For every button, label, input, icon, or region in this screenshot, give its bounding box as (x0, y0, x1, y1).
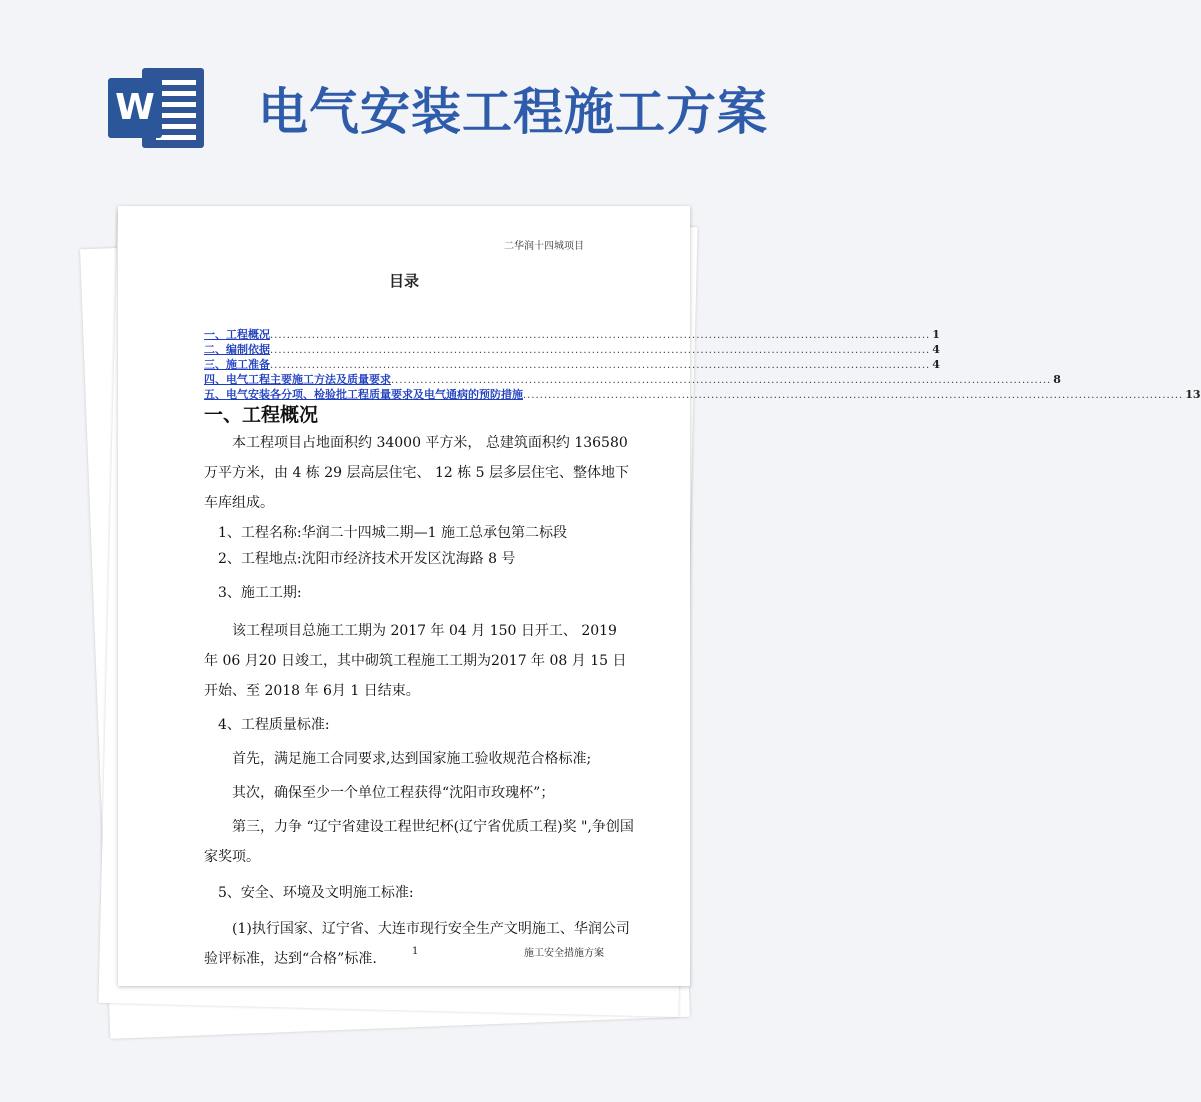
paragraph: 该工程项目总施工工期为 2017 年 04 月 150 日开工、 2019 年 06 月20 日竣工，其中砌筑工程施工工期为2017 年 08 月 15 日开始、至 2018 年 6月 1 日结束。 (204, 623, 627, 699)
footer-text: 施工安全措施方案 (524, 948, 604, 959)
toc-entry-page: 13 (1185, 388, 1201, 401)
paragraph: 4、工程质量标准: (218, 717, 330, 733)
paragraph: 第三，力争 “辽宁省建设工程世纪杯(辽宁省优质工程)奖 ",争创国家奖项。 (204, 819, 634, 865)
table-of-contents (204, 326, 1201, 401)
toc-leader: .............................................................................................................................................................. (270, 345, 931, 356)
paragraph: 5、安全、环境及文明施工标准: (218, 885, 414, 901)
toc-entry-text[interactable]: 二、编制依据 (204, 343, 270, 356)
toc-entry[interactable] (204, 341, 940, 356)
section-heading: 一、工程概况 (204, 404, 319, 426)
toc-entry-text[interactable]: 三、施工准备 (204, 358, 270, 371)
page-header: 二华润十四城项目 (504, 241, 584, 252)
toc-entry-text[interactable]: 四、电气工程主要施工方法及质量要求 (204, 373, 391, 386)
toc-entry[interactable] (204, 326, 940, 341)
toc-leader: .............................................................................................................................................................. (270, 330, 931, 341)
toc-entry-page: 4 (932, 358, 940, 371)
toc-entry[interactable] (204, 356, 940, 371)
toc-entry[interactable] (204, 386, 1201, 401)
paragraph: 本工程项目占地面积约 34000 平方米， 总建筑面积约 136580 万平方米，由 4 栋 29 层高层住宅、 12 栋 5 层多层住宅、整体地下车库组成。 (204, 435, 630, 511)
footer-page-number: 1 (412, 946, 419, 957)
word-icon (108, 62, 208, 154)
paragraph: (1)执行国家、辽宁省、大连市现行安全生产文明施工、华润公司验评标准，达到“合格”标准. (204, 921, 630, 967)
banner-title: 电气安装工程施工方案 (258, 83, 768, 141)
toc-title: 目录 (388, 272, 419, 290)
paragraph: 2、工程地点:沈阳市经济技术开发区沈海路 8 号 (218, 551, 516, 567)
banner (0, 0, 780, 190)
body-text (204, 428, 634, 974)
paragraph: 3、施工工期: (218, 585, 302, 601)
toc-entry-page: 8 (1053, 373, 1061, 386)
toc-leader: .............................................................................................................................................................. (523, 390, 1184, 401)
toc-entry[interactable] (204, 371, 1061, 386)
paragraph: 1、工程名称:华润二十四城二期—1 施工总承包第二标段 (218, 525, 567, 541)
toc-entry-page: 4 (932, 343, 940, 356)
toc-entry-text[interactable]: 五、电气安装各分项、检验批工程质量要求及电气通病的预防措施 (204, 388, 523, 401)
word-logo-letter: W (108, 78, 162, 138)
toc-leader: .............................................................................................................................................................. (270, 360, 931, 371)
paragraph: 首先，满足施工合同要求,达到国家施工验收规范合格标准; (232, 751, 592, 767)
document-page (118, 206, 1201, 986)
toc-leader: .............................................................................................................................................................. (391, 375, 1052, 386)
paragraph: 其次，确保至少一个单位工程获得“沈阳市玫瑰杯”； (232, 785, 555, 801)
toc-entry-text[interactable]: 一、工程概况 (204, 328, 270, 341)
toc-entry-page: 1 (932, 328, 940, 341)
